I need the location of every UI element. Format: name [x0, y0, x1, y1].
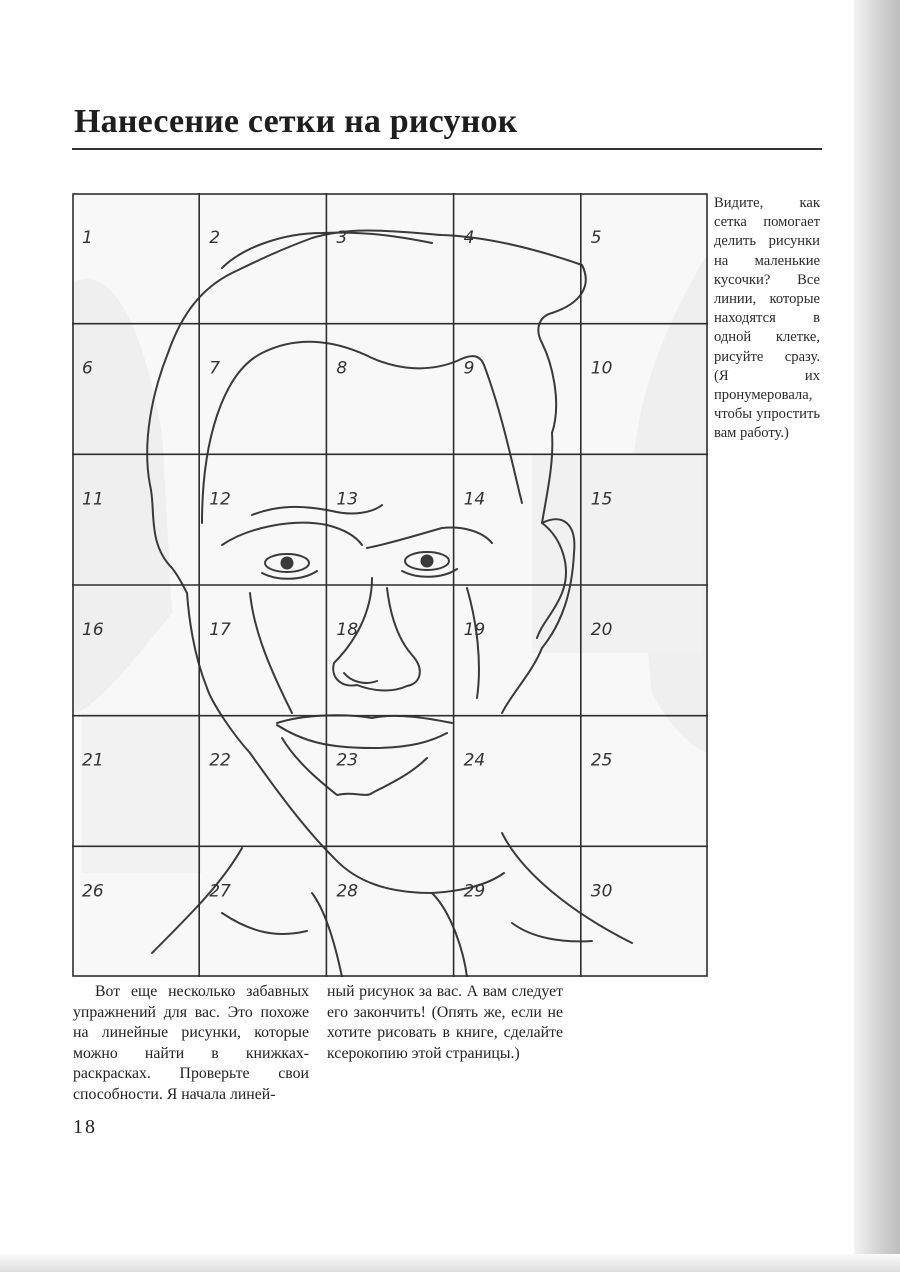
title-underline	[72, 148, 822, 150]
body-text-column-2: ный рисунок за вас. А вам следует его закончить! (Опять же, если не хотите рисовать в книге, сделайте ксерокопию этой страницы.)	[327, 983, 563, 1062]
side-note: Видите, как сетка помогает делить рисунки на маленькие кусочки? Все линии, которые находятся в одной клетке, рисуйте сразу. (Я их пронумеровала, чтобы упростить вам работу.)	[714, 195, 820, 442]
grid-cell-label: 19	[463, 620, 486, 640]
grid-cell-label: 15	[590, 489, 613, 510]
grid-cell-label: 12	[209, 489, 231, 510]
page-title: Нанесение сетки на рисунок	[74, 103, 518, 140]
page-edge-shadow	[854, 0, 900, 1272]
grid-cell-label: 8	[336, 358, 348, 379]
grid-cell-label: 30	[590, 881, 613, 902]
grid-cell-label: 22	[209, 750, 231, 771]
grid-cell-label: 9	[463, 358, 475, 379]
grid-cell-label: 3	[336, 228, 348, 248]
grid-cell-label: 20	[590, 620, 613, 640]
grid-cell-label: 24	[463, 750, 486, 771]
grid-cell-label: 26	[82, 881, 104, 902]
grid-cell-label: 2	[209, 228, 221, 248]
grid-cell-label: 23	[336, 750, 359, 771]
grid-cell-label: 14	[463, 489, 486, 510]
grid-cell-label: 4	[463, 228, 475, 248]
grid-cell-label: 25	[590, 750, 613, 771]
grid-cell-label: 13	[336, 489, 359, 510]
grid-cell-label: 17	[209, 620, 231, 640]
grid-cell-label: 27	[209, 881, 231, 902]
page-number: 18	[73, 1116, 97, 1138]
grid-cell-label: 29	[463, 881, 486, 902]
grid-portrait-drawing	[72, 193, 708, 977]
grid-cell-label: 21	[82, 750, 104, 771]
grid-cell-label: 16	[82, 620, 104, 640]
page-bottom-shadow	[0, 1254, 900, 1272]
grid-cell-label: 11	[82, 489, 104, 510]
grid-cell-label: 5	[590, 228, 602, 248]
grid-cell-label: 7	[209, 358, 221, 379]
grid-cell-label: 28	[336, 881, 359, 902]
grid-cell-label: 6	[82, 358, 93, 379]
body-text-column-1: Вот еще несколько забавных упражнений для вас. Это похоже на линейные рисунки, которые можно найти в книжках-раскрасках. Проверьте свои способности. Я начала линей-	[73, 983, 309, 1103]
grid-cell-label: 1	[82, 228, 93, 248]
grid-cell-label: 10	[590, 358, 613, 379]
grid-drawing-figure	[72, 193, 708, 977]
grid-cell-label: 18	[336, 620, 359, 640]
